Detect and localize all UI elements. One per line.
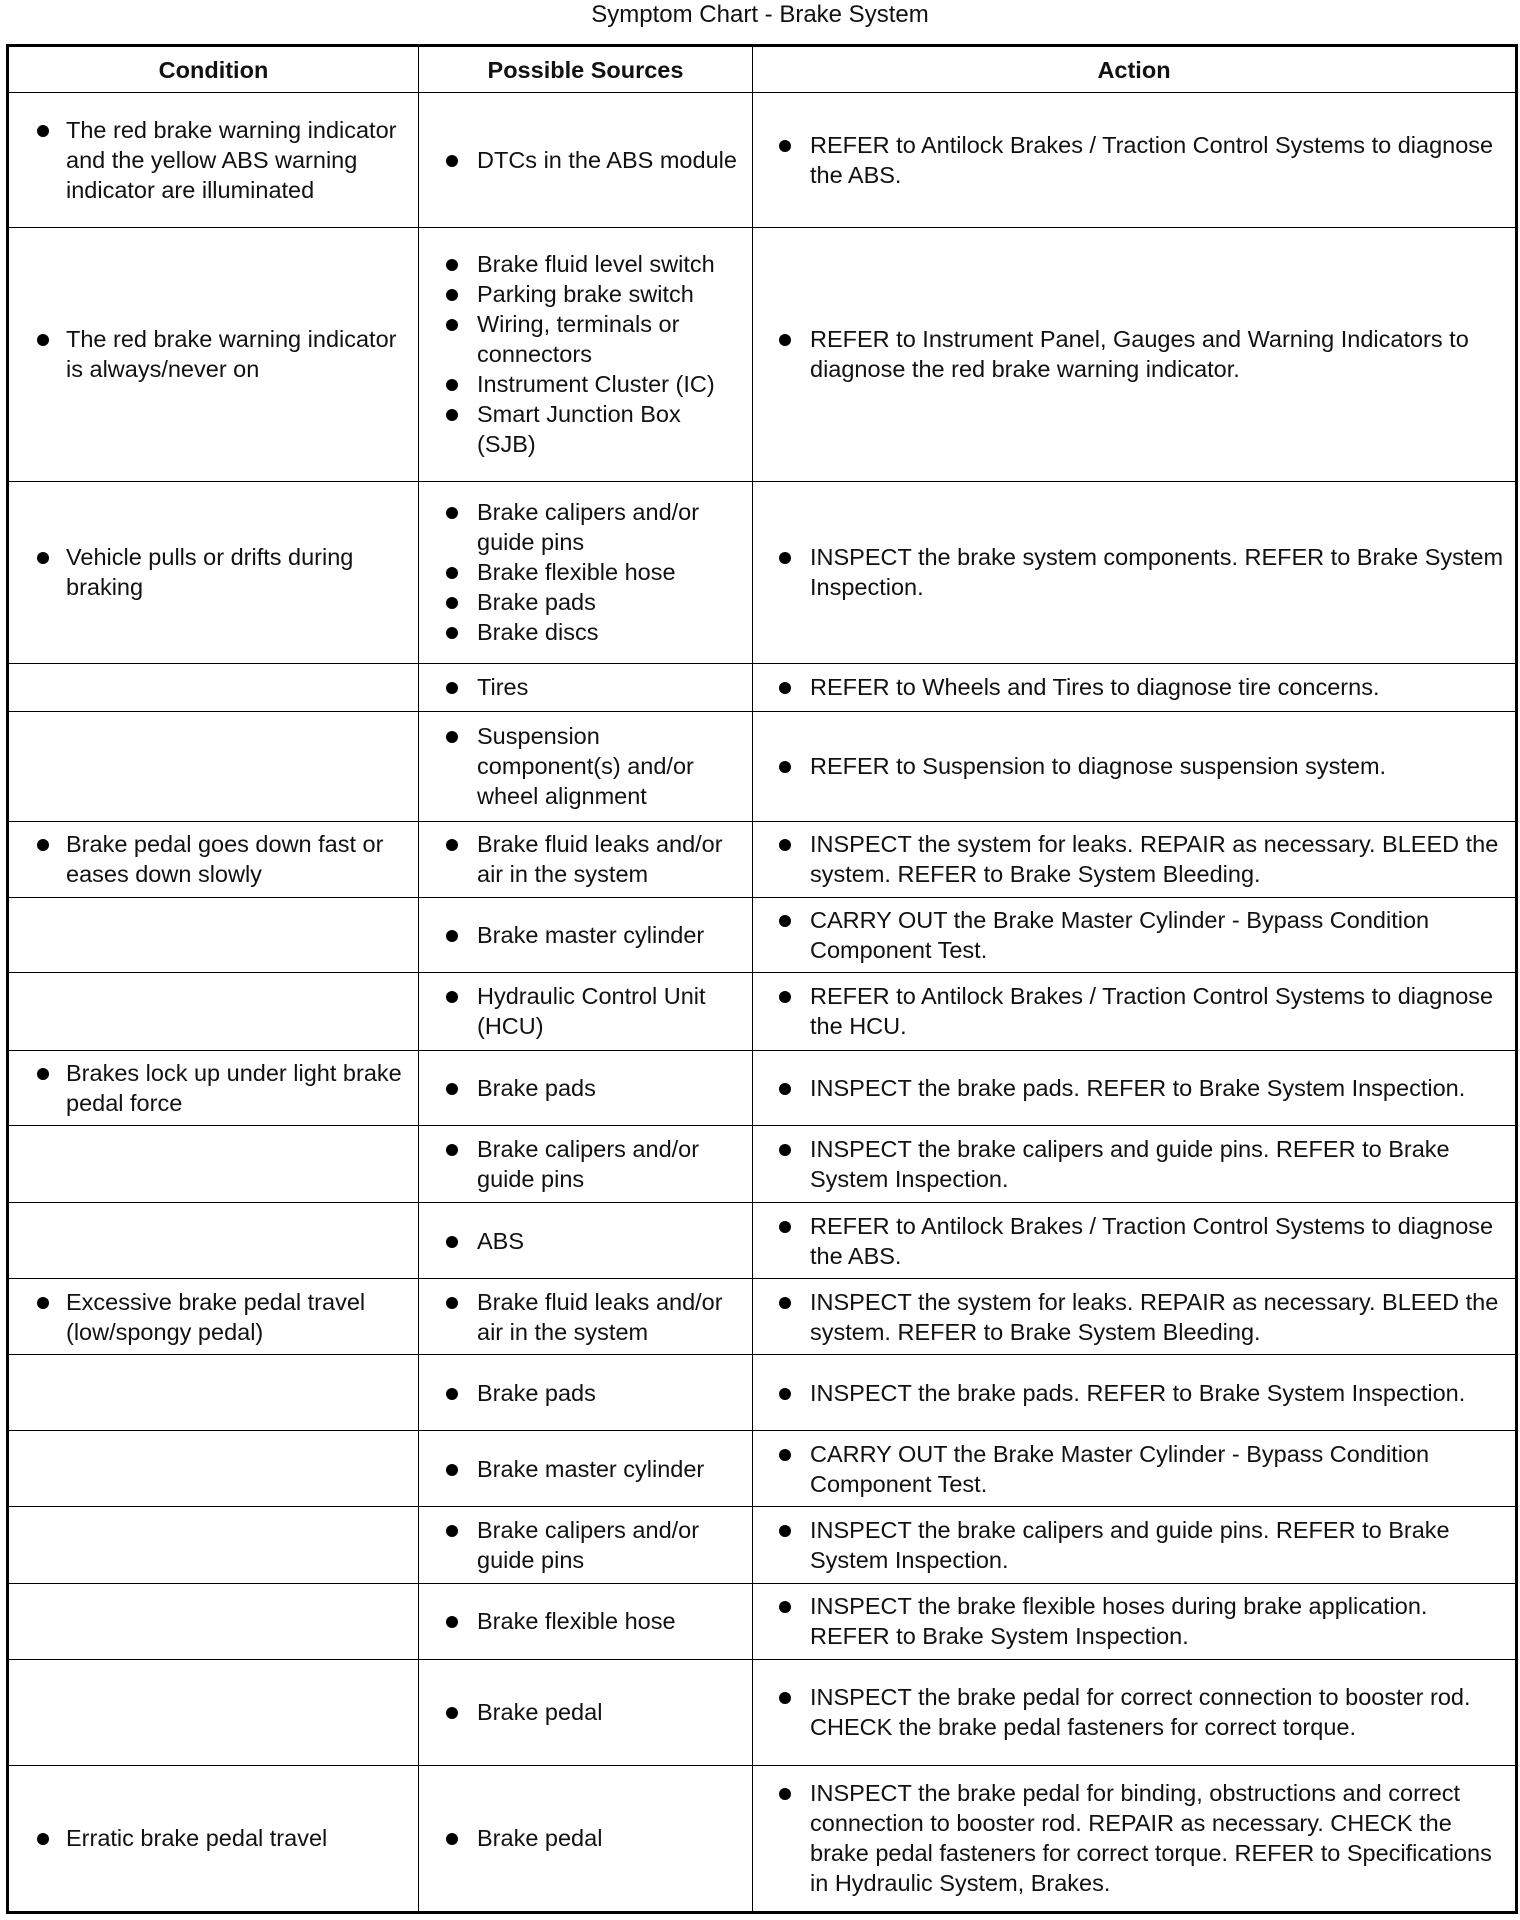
action-cell	[753, 1431, 1517, 1507]
condition-cell	[8, 1584, 419, 1660]
source-item: Brake pedal	[419, 1823, 752, 1853]
condition-text: Excessive brake pedal travel (low/spongy pedal)	[9, 1287, 418, 1347]
action-cell	[753, 1355, 1517, 1431]
condition-text: Brakes lock up under light brake pedal force	[9, 1058, 418, 1118]
action-cell	[753, 93, 1517, 228]
action-text: CARRY OUT the Brake Master Cylinder - Bypass Condition Component Test.	[753, 905, 1515, 965]
action-text: CARRY OUT the Brake Master Cylinder - Bypass Condition Component Test.	[753, 1439, 1515, 1499]
source-item: Brake master cylinder	[419, 1454, 752, 1484]
source-item: Brake flexible hose	[419, 557, 752, 587]
sources-cell	[419, 663, 753, 711]
action-text: INSPECT the brake pads. REFER to Brake System Inspection.	[753, 1378, 1515, 1408]
table-row	[8, 973, 1517, 1050]
source-item: Parking brake switch	[419, 279, 752, 309]
condition-cell	[8, 1126, 419, 1203]
table-row	[8, 1050, 1517, 1126]
action-text: REFER to Antilock Brakes / Traction Control Systems to diagnose the ABS.	[753, 1211, 1515, 1271]
source-item: Brake pedal	[419, 1697, 752, 1727]
source-item: Brake fluid level switch	[419, 249, 752, 279]
action-text: REFER to Antilock Brakes / Traction Control Systems to diagnose the HCU.	[753, 981, 1515, 1041]
sources-cell	[419, 712, 753, 822]
source-item: Instrument Cluster (IC)	[419, 369, 752, 399]
condition-cell	[8, 1203, 419, 1279]
condition-cell	[8, 663, 419, 711]
table-row	[8, 1584, 1517, 1660]
action-cell	[753, 897, 1517, 973]
action-cell	[753, 1279, 1517, 1355]
action-text: INSPECT the brake pads. REFER to Brake System Inspection.	[753, 1073, 1515, 1103]
sources-cell	[419, 1279, 753, 1355]
condition-cell	[8, 1050, 419, 1126]
condition-header: Condition	[8, 46, 419, 93]
source-item: Brake pads	[419, 587, 752, 617]
action-cell	[753, 663, 1517, 711]
action-cell	[753, 1203, 1517, 1279]
action-text: REFER to Wheels and Tires to diagnose tire concerns.	[753, 672, 1515, 702]
sources-cell	[419, 1355, 753, 1431]
source-item: Brake fluid leaks and/or air in the system	[419, 829, 752, 889]
condition-text: Erratic brake pedal travel	[9, 1823, 418, 1853]
table-row	[8, 1659, 1517, 1765]
action-text: INSPECT the brake pedal for correct connection to booster rod. CHECK the brake pedal fasteners for correct torque.	[753, 1682, 1515, 1742]
action-cell	[753, 712, 1517, 822]
table-row	[8, 1279, 1517, 1355]
action-text: INSPECT the brake calipers and guide pins. REFER to Brake System Inspection.	[753, 1515, 1515, 1575]
action-cell	[753, 973, 1517, 1050]
sources-cell	[419, 1659, 753, 1765]
table-row	[8, 227, 1517, 481]
source-item: Brake pads	[419, 1378, 752, 1408]
action-cell	[753, 1765, 1517, 1912]
table-body	[8, 93, 1517, 1913]
condition-cell	[8, 712, 419, 822]
table-row	[8, 93, 1517, 228]
condition-text: Vehicle pulls or drifts during braking	[9, 542, 418, 602]
condition-cell	[8, 1659, 419, 1765]
table-row	[8, 821, 1517, 897]
table-row	[8, 712, 1517, 822]
action-text: INSPECT the system for leaks. REPAIR as necessary. BLEED the system. REFER to Brake System Bleeding.	[753, 829, 1515, 889]
source-item: Tires	[419, 672, 752, 702]
source-item: Smart Junction Box (SJB)	[419, 399, 752, 459]
condition-cell	[8, 1355, 419, 1431]
sources-cell	[419, 1050, 753, 1126]
sources-cell	[419, 1431, 753, 1507]
sources-cell	[419, 1126, 753, 1203]
source-item: Wiring, terminals or connectors	[419, 309, 752, 369]
source-item: ABS	[419, 1226, 752, 1256]
action-text: REFER to Instrument Panel, Gauges and Warning Indicators to diagnose the red brake warning indicator.	[753, 324, 1515, 384]
condition-cell	[8, 1765, 419, 1912]
source-item: DTCs in the ABS module	[419, 145, 752, 175]
source-item: Brake calipers and/or guide pins	[419, 1515, 752, 1575]
sources-cell	[419, 821, 753, 897]
action-header: Action	[753, 46, 1517, 93]
table-row	[8, 1126, 1517, 1203]
source-item: Brake discs	[419, 617, 752, 647]
table-row	[8, 1355, 1517, 1431]
action-cell	[753, 482, 1517, 664]
chart-title: Symptom Chart - Brake System	[591, 1, 929, 28]
condition-cell	[8, 821, 419, 897]
table-row	[8, 1203, 1517, 1279]
source-item: Brake fluid leaks and/or air in the system	[419, 1287, 752, 1347]
action-cell	[753, 821, 1517, 897]
source-item: Brake pads	[419, 1073, 752, 1103]
sources-cell	[419, 1506, 753, 1583]
condition-cell	[8, 93, 419, 228]
source-item: Brake calipers and/or guide pins	[419, 497, 752, 557]
sources-cell	[419, 1584, 753, 1660]
condition-text: The red brake warning indicator and the yellow ABS warning indicator are illuminated	[9, 115, 418, 205]
sources-cell	[419, 897, 753, 973]
table-row	[8, 1506, 1517, 1583]
action-text: INSPECT the brake pedal for binding, obstructions and correct connection to booster rod. REPAIR as necessary. CHECK the brake pedal fasteners for correct torque. REFER to Specifications in Hydraulic System, Brakes.	[753, 1778, 1515, 1898]
action-text: INSPECT the brake calipers and guide pins. REFER to Brake System Inspection.	[753, 1134, 1515, 1194]
action-text: INSPECT the brake system components. REFER to Brake System Inspection.	[753, 542, 1515, 602]
action-cell	[753, 1126, 1517, 1203]
source-item: Brake flexible hose	[419, 1606, 752, 1636]
condition-text: Brake pedal goes down fast or eases down slowly	[9, 829, 418, 889]
table-row	[8, 1765, 1517, 1912]
sources-cell	[419, 973, 753, 1050]
condition-cell	[8, 1279, 419, 1355]
sources-cell	[419, 93, 753, 228]
action-cell	[753, 1584, 1517, 1660]
sources-cell	[419, 227, 753, 481]
source-item: Brake master cylinder	[419, 920, 752, 950]
table-row	[8, 897, 1517, 973]
action-text: INSPECT the brake flexible hoses during brake application. REFER to Brake System Inspection.	[753, 1591, 1515, 1651]
condition-cell	[8, 482, 419, 664]
table-row	[8, 663, 1517, 711]
sources-cell	[419, 1203, 753, 1279]
source-item: Brake calipers and/or guide pins	[419, 1134, 752, 1194]
table-row	[8, 1431, 1517, 1507]
action-text: INSPECT the system for leaks. REPAIR as necessary. BLEED the system. REFER to Brake System Bleeding.	[753, 1287, 1515, 1347]
action-cell	[753, 1050, 1517, 1126]
condition-cell	[8, 227, 419, 481]
sources-header: Possible Sources	[419, 46, 753, 93]
sources-cell	[419, 1765, 753, 1912]
source-item: Suspension component(s) and/or wheel alignment	[419, 721, 752, 811]
table-row	[8, 482, 1517, 664]
action-text: REFER to Antilock Brakes / Traction Control Systems to diagnose the ABS.	[753, 130, 1515, 190]
condition-cell	[8, 1506, 419, 1583]
action-cell	[753, 227, 1517, 481]
condition-cell	[8, 973, 419, 1050]
action-cell	[753, 1506, 1517, 1583]
condition-text: The red brake warning indicator is always/never on	[9, 324, 418, 384]
condition-cell	[8, 1431, 419, 1507]
sources-cell	[419, 482, 753, 664]
source-item: Hydraulic Control Unit (HCU)	[419, 981, 752, 1041]
condition-cell	[8, 897, 419, 973]
symptom-table	[6, 44, 1518, 1914]
header-row	[8, 46, 1517, 93]
action-cell	[753, 1659, 1517, 1765]
action-text: REFER to Suspension to diagnose suspension system.	[753, 751, 1515, 781]
